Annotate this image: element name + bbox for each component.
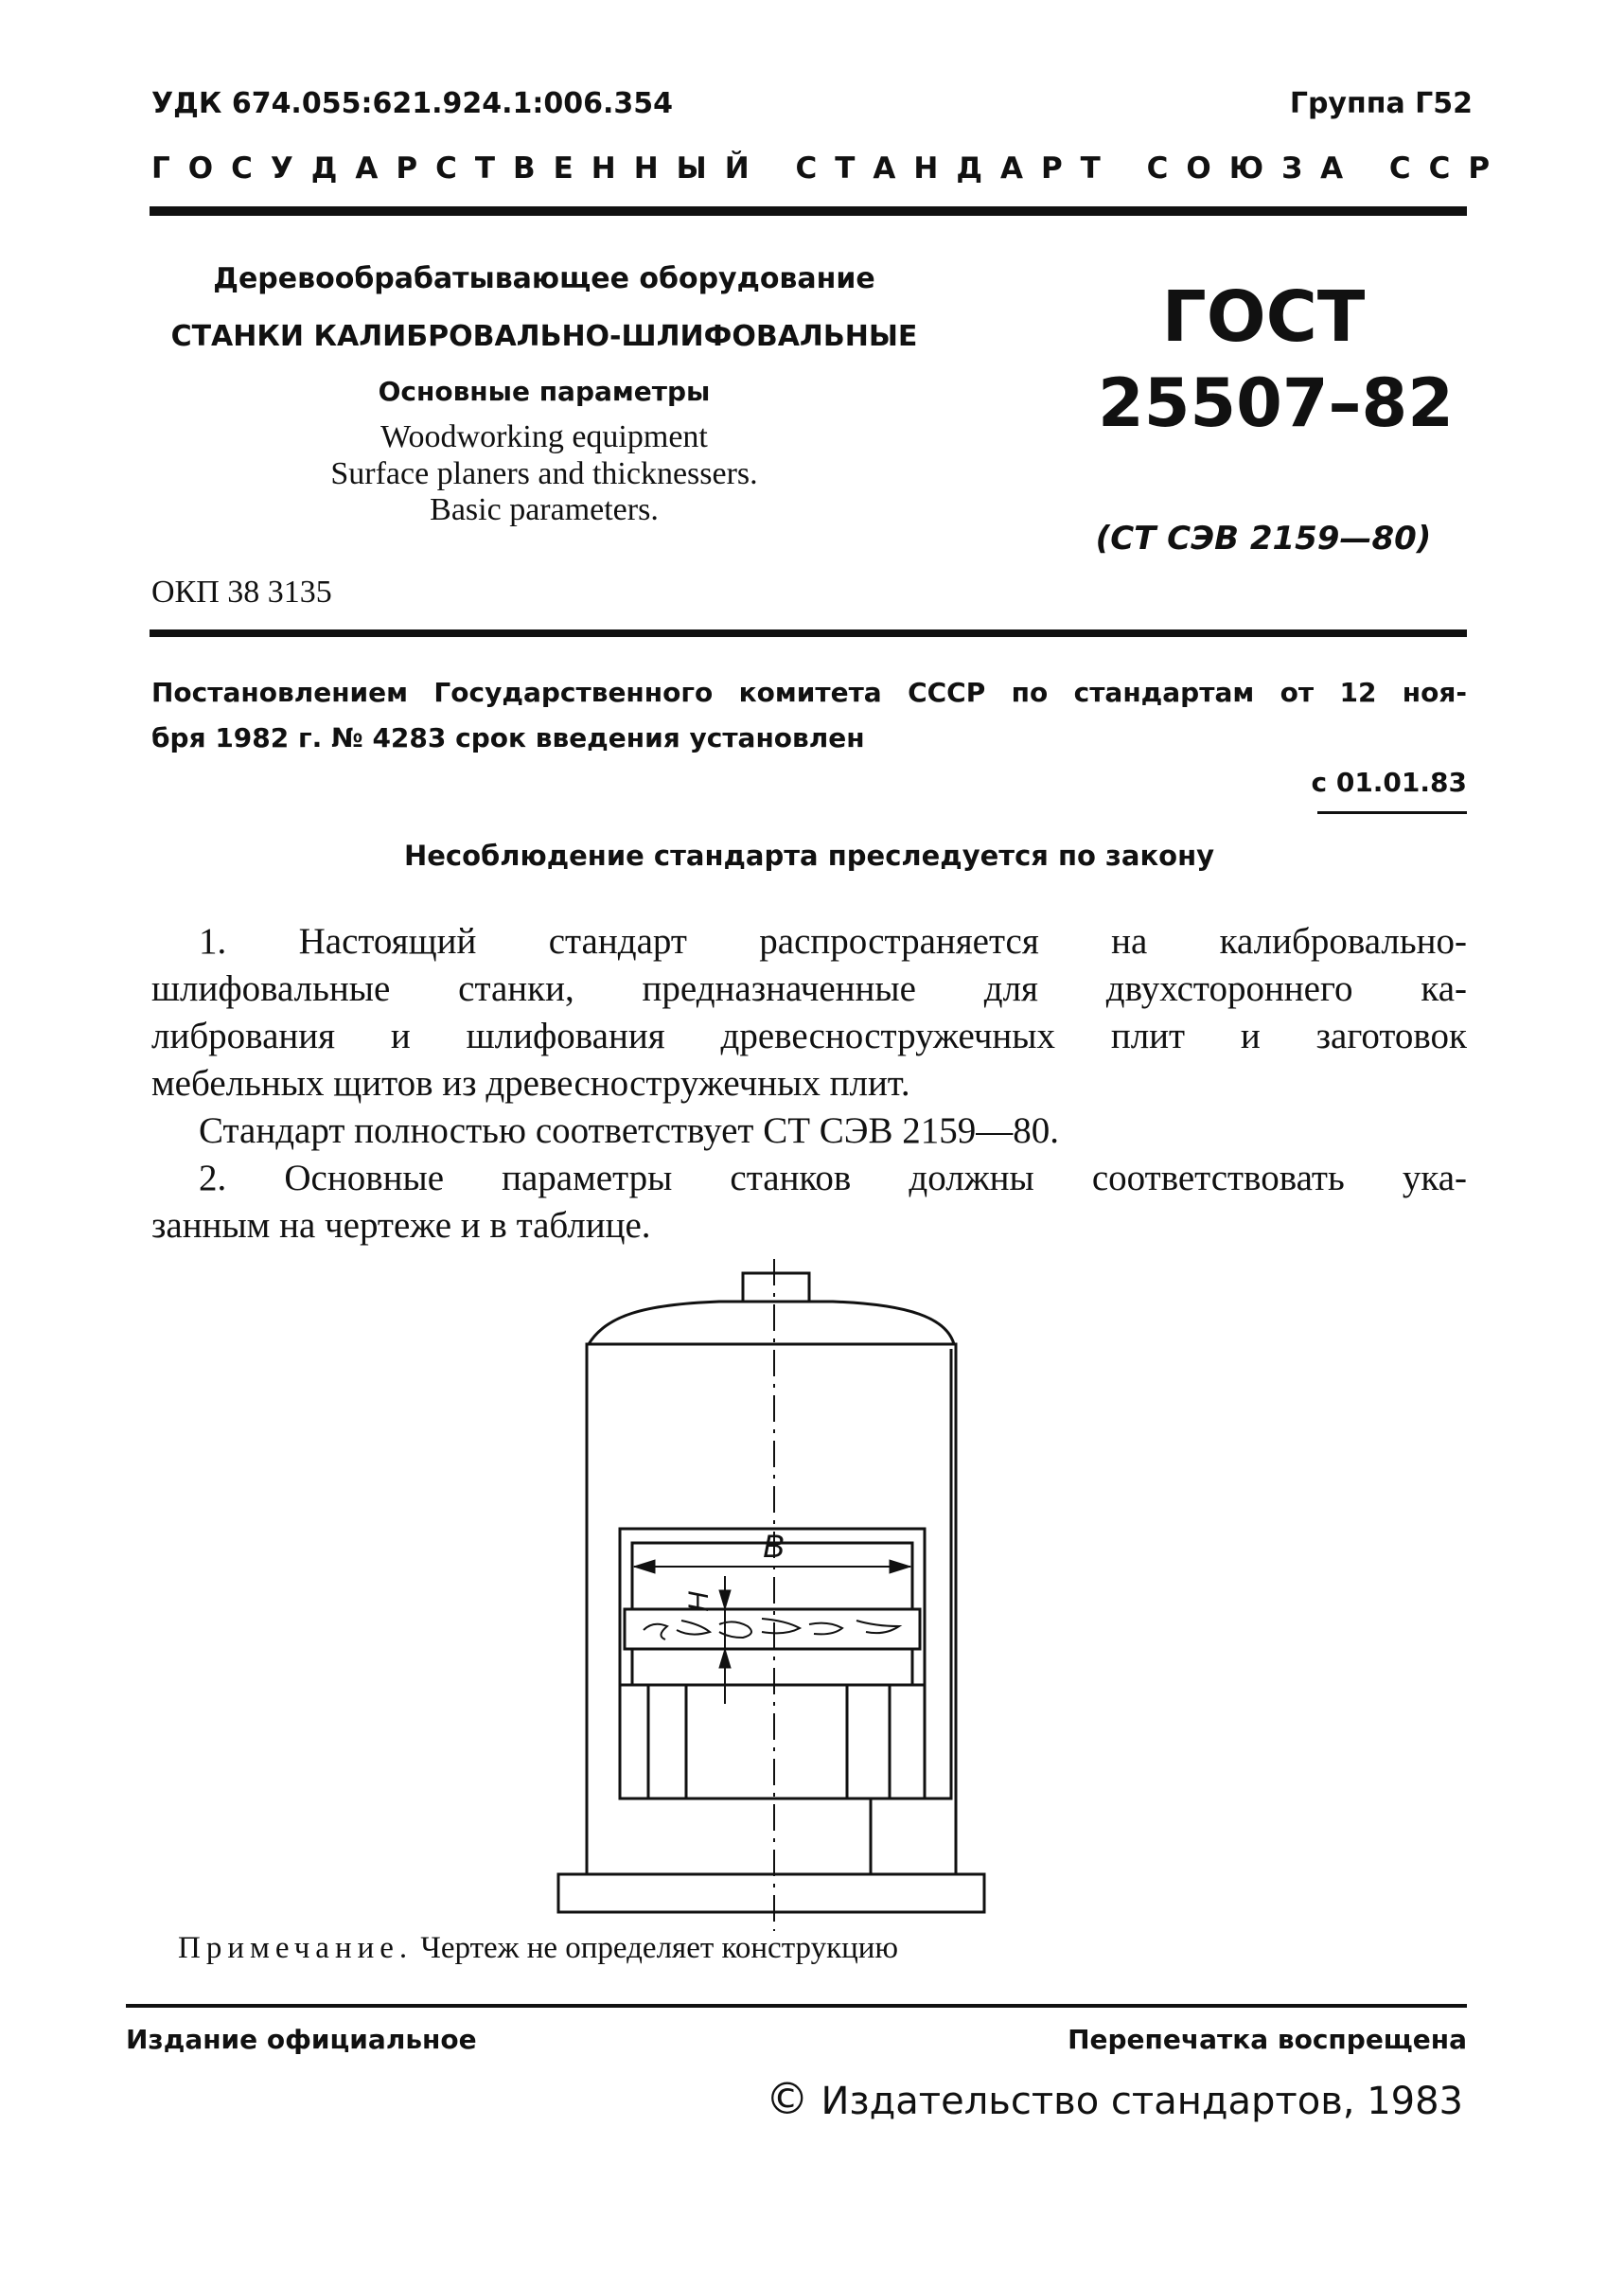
note-text: Чертеж не определяет конструкцию	[420, 1931, 899, 1965]
official-edition: Издание официальное	[126, 2024, 477, 2055]
drawing-dimension-h-arrow-bottom	[719, 1649, 731, 1668]
drawing-dimension-b-arrow-right	[890, 1560, 910, 1573]
gost-label: ГОСТ	[1161, 276, 1366, 358]
drawing-workpiece	[625, 1609, 920, 1649]
drawing-base	[558, 1874, 984, 1912]
publisher-text: Издательство стандартов, 1983	[821, 2080, 1463, 2123]
drawing-dimension-h-arrow-top	[719, 1590, 731, 1609]
st-sev-reference: (СТ СЭВ 2159—80)	[1095, 520, 1432, 558]
english-title-line-2: Surface planers and thicknessers.	[330, 456, 758, 491]
english-title-line-1: Woodworking equipment	[380, 419, 708, 454]
drawing-note	[178, 1931, 898, 1966]
state-standard-banner: ГОСУДАРСТВЕННЫЙ СТАНДАРТ СОЮЗА ССР	[151, 151, 1509, 186]
copyright-line	[766, 2073, 1463, 2124]
group-code: Группа Г52	[1289, 87, 1473, 120]
document-title: СТАНКИ КАЛИБРОВАЛЬНО-ШЛИФОВАЛЬНЫЕ	[170, 320, 918, 353]
english-title-line-3: Basic parameters.	[430, 492, 659, 527]
drawing-workpiece-grain	[644, 1619, 899, 1639]
drawing-lower-unit	[620, 1685, 925, 1799]
decree-line-1: Постановлением Государственного комитета СССР по стандартам от 12 ноя-	[151, 677, 1467, 708]
dimension-h-label: H	[682, 1591, 715, 1612]
okp-code: ОКП 38 3135	[151, 575, 332, 610]
drawing-dimension-b-arrow-left	[634, 1560, 655, 1573]
paragraph-3-line-1: 2. Основные параметры станков должны соответствовать ука-	[199, 1158, 1467, 1198]
reprint-prohibited: Перепечатка воспрещена	[1068, 2024, 1467, 2055]
drawing-top-knob	[743, 1273, 809, 1302]
udk-code: УДК 674.055:621.924.1:006.354	[151, 87, 674, 120]
copyright-icon: ©	[765, 2073, 809, 2124]
drawing-dome-cap	[589, 1302, 954, 1344]
paragraph-2: Стандарт полностью соответствует СТ СЭВ 2159—80.	[199, 1110, 1060, 1151]
footer-rule	[126, 2004, 1467, 2008]
effective-date: с 01.01.83	[1311, 767, 1467, 798]
paragraph-1-line-1: 1. Настоящий стандарт распространяется на калибровально-	[199, 921, 1467, 962]
paragraph-1-line-4: мебельных щитов из древесностружечных плит.	[151, 1063, 910, 1104]
note-label: Примечание.	[178, 1931, 414, 1965]
paragraph-1-line-2: шлифовальные станки, предназначенные для двухстороннего ка-	[151, 968, 1467, 1009]
gost-number: 25507–82	[1098, 364, 1454, 442]
dimension-b-label: B	[763, 1529, 785, 1565]
drawing-lower-beam	[632, 1649, 912, 1685]
legal-warning: Несоблюдение стандарта преследуется по закону	[403, 840, 1215, 872]
category-heading: Деревообрабатывающее оборудование	[213, 262, 875, 295]
document-subtitle: Основные параметры	[378, 376, 711, 407]
drawing-window-opening	[620, 1529, 925, 1799]
paragraph-1-line-3: либрования и шлифования древесностружечных плит и заготовок	[151, 1016, 1467, 1056]
paragraph-3-line-2: занным на чертеже и в таблице.	[151, 1205, 651, 1246]
decree-line-2: бря 1982 г. № 4283 срок введения установлен	[151, 722, 865, 753]
